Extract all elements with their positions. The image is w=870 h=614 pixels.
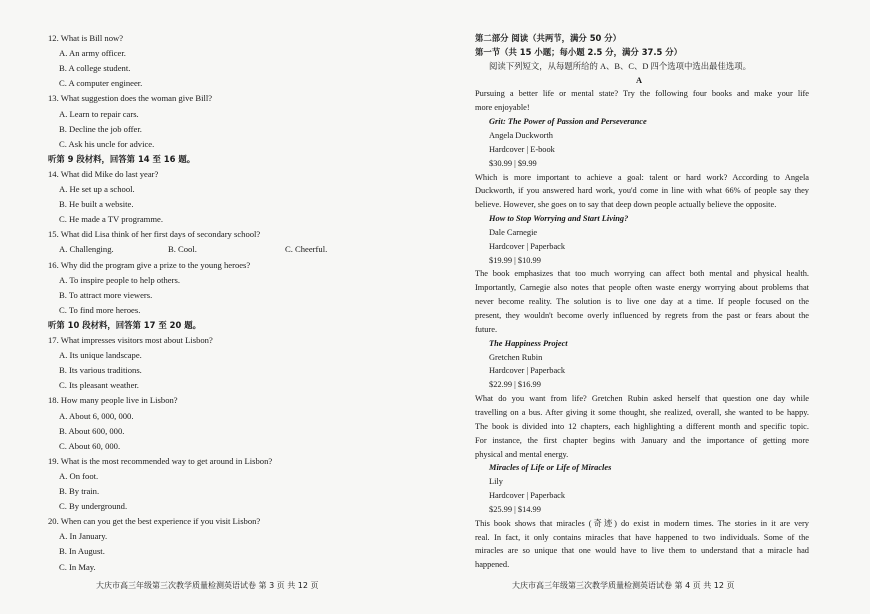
answer-option: C. He made a TV programme. [59, 214, 163, 225]
section-instruction: 听第 9 段材料，回答第 14 至 16 题。 [48, 153, 196, 164]
answer-option: C. Cheerful. [285, 244, 328, 255]
book-title: Miracles of Life or Life of Miracles [489, 463, 612, 473]
answer-option: A. Its unique landscape. [59, 350, 142, 361]
passage-line: future. [475, 324, 498, 334]
answer-option: A. On foot. [59, 470, 99, 481]
passage-line: travelling on a bus. After giving it some thought, she realized, overall, she wanted to be happy. [475, 407, 809, 417]
section-instruction: 听第 10 段材料，回答第 17 至 20 题。 [48, 319, 201, 330]
book-title: The Happiness Project [489, 338, 568, 348]
answer-option: C. About 60, 000. [59, 440, 121, 451]
passage-line: Importantly, Carnegie also notes that people often waste energy worrying about problems that [475, 283, 809, 293]
answer-option: C. A computer engineer. [59, 78, 143, 89]
passage-line: present, they wouldn't become overly influenced by regrets from the past or fears about the [475, 311, 809, 320]
passage-line: real. In fact, it only contains miracles that have happened to two individuals. Some of the [475, 532, 809, 542]
passage-line: physical and mental energy. [475, 449, 569, 459]
passage-line: The book emphasizes that too much worrying can affect both mental and physical health. [475, 269, 809, 279]
question-stem: 12. What is Bill now? [48, 33, 124, 43]
answer-option: A. He set up a school. [59, 184, 135, 194]
book-detail: $30.99 | $9.99 [489, 158, 537, 168]
answer-option: A. To inspire people to help others. [59, 274, 180, 285]
answer-option: A. Challenging. [59, 244, 114, 255]
book-title: Grit: The Power of Passion and Perseverance [489, 117, 647, 127]
answer-option: B. He built a website. [59, 199, 134, 210]
left-page-footer: 大庆市高三年级第三次教学质量检测英语试卷 第 3 页 共 12 页 [96, 581, 319, 590]
answer-option: A. An army officer. [59, 48, 126, 59]
answer-option: C. Ask his uncle for advice. [59, 138, 155, 149]
question-stem: 15. What did Lisa think of her first days of secondary school? [48, 229, 261, 240]
section-heading: 第二部分 阅读（共两节，满分 50 分） [475, 33, 622, 43]
book-detail: Hardcover | E-book [489, 144, 555, 154]
question-stem: 17. What impresses visitors most about Lisbon? [48, 335, 213, 345]
book-detail: Dale Carnegie [489, 227, 538, 237]
right-page-footer: 大庆市高三年级第三次教学质量检测英语试卷 第 4 页 共 12 页 [512, 581, 735, 590]
passage-line: never become reality. The solution is to live one day at a time. If people focused on the [475, 297, 809, 307]
answer-option: A. About 6, 000, 000. [59, 410, 134, 421]
question-stem: 20. When can you get the best experience if you visit Lisbon? [48, 516, 261, 527]
passage-line: For instance, the first chapter begins with January and the importance of getting more [475, 435, 809, 445]
answer-option: B. Its various traditions. [59, 365, 142, 376]
book-detail: $22.99 | $16.99 [489, 380, 541, 390]
answer-option: B. In August. [59, 546, 105, 557]
question-stem: 19. What is the most recommended way to get around in Lisbon? [48, 455, 273, 466]
question-stem: 14. What did Mike do last year? [48, 168, 159, 179]
answer-option: C. To find more heroes. [59, 304, 141, 315]
passage-line: Duckworth, if you answered hard work, you'd come in line with what 66% of people say they [475, 186, 809, 196]
passage-line: happened. [475, 560, 510, 570]
passage-line: The book is divided into 12 chapters, each highlighting a different month and specific topic. [475, 421, 809, 431]
answer-option: B. About 600, 000. [59, 425, 125, 436]
answer-option: C. Its pleasant weather. [59, 380, 139, 391]
passage-line: This book shows that miracles (奇迹) do exist in modern times. The stories in it are very [475, 518, 809, 528]
answer-option: B. Decline the job offer. [59, 123, 142, 134]
passage-label: A [636, 75, 643, 85]
passage-line: more enjoyable! [475, 103, 530, 113]
answer-option: A. Learn to repair cars. [59, 108, 139, 119]
book-detail: Angela Duckworth [489, 130, 553, 140]
question-stem: 18. How many people live in Lisbon? [48, 395, 178, 406]
answer-option: B. By train. [59, 486, 100, 496]
answer-option: A. In January. [59, 531, 108, 542]
question-stem: 13. What suggestion does the woman give Bill? [48, 93, 213, 104]
passage-line: believe. However, she goes on to say that deep down people actually believe the opposite. [475, 200, 777, 210]
answer-option: B. Cool. [168, 244, 197, 255]
passage-line: Pursuing a better life or mental state? Try the following four books and make your life [475, 89, 809, 99]
passage-line: Which is more important to achieve a goal: talent or hard work? According to Angela [475, 172, 809, 182]
book-detail: Lily [489, 477, 503, 487]
passage-line: What do you want from life? Gretchen Rubin asked herself that question one day while [475, 394, 809, 404]
question-stem: 16. Why did the program give a prize to the young heroes? [48, 259, 251, 270]
book-detail: Gretchen Rubin [489, 352, 543, 362]
book-title: How to Stop Worrying and Start Living? [489, 214, 629, 224]
book-detail: Hardcover | Paperback [489, 491, 566, 501]
answer-option: B. A college student. [59, 63, 131, 74]
book-detail: $19.99 | $10.99 [489, 255, 541, 265]
book-detail: Hardcover | Paperback [489, 241, 566, 251]
answer-option: C. In May. [59, 561, 96, 572]
passage-line: miracles are so unique that one would have to live them to understand that a miracle had [475, 546, 809, 556]
answer-option: C. By underground. [59, 501, 128, 512]
book-detail: $25.99 | $14.99 [489, 504, 541, 514]
reading-instruction: 阅读下列短文，从每题所给的 A、B、C、D 四个选项中选出最佳选项。 [489, 61, 751, 71]
section-heading: 第一节（共 15 小题；每小题 2.5 分，满分 37.5 分） [475, 46, 683, 57]
book-detail: Hardcover | Paperback [489, 366, 566, 376]
answer-option: B. To attract more viewers. [59, 289, 153, 300]
